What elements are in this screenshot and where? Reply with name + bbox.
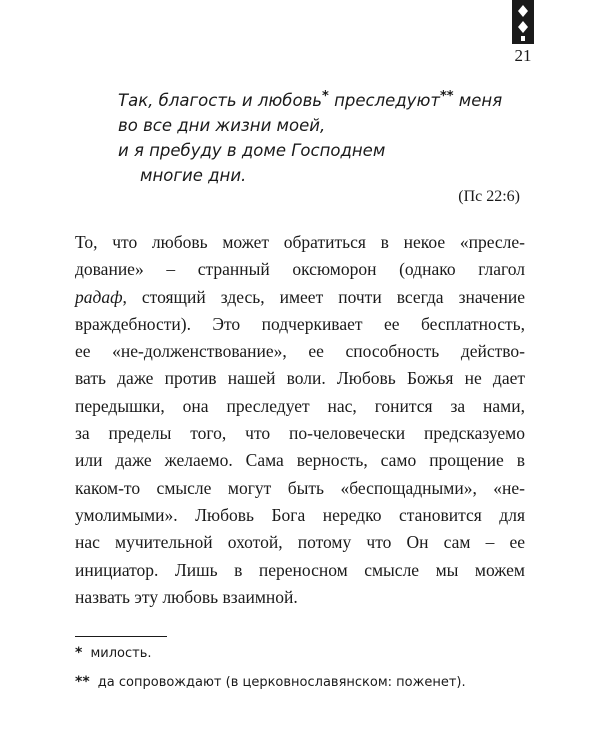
body-line: умолимыми». Любовь Бога нередко становится для — [75, 504, 525, 525]
body-line: То, что любовь может обратиться в некое «пресле- — [75, 232, 525, 252]
body-line: нас мучительной охотой, потому что Он сам – ее — [75, 532, 525, 553]
epigraph-text: преследуют — [328, 91, 440, 110]
epigraph-line-3: и я пребуду в доме Господнем — [118, 141, 386, 160]
footnote-text: милость. — [90, 646, 152, 661]
footnote-1 — [75, 643, 535, 664]
footnote-mark: * — [75, 645, 83, 661]
body-paragraph — [75, 229, 525, 611]
body-line: враждебности). Это подчеркивает ее бесплатность, — [75, 313, 525, 334]
body-line — [75, 284, 525, 311]
body-line: инициатор. Лишь в переносном смысле мы можем — [75, 559, 525, 580]
body-text: , стоящий здесь, имеет почти всегда значение — [122, 286, 525, 307]
body-line: каком-то смысле могут быть «беспощадными», «не- — [75, 477, 525, 498]
footnotes — [75, 643, 535, 701]
body-line: или даже желаемо. Сама верность, само прощение в — [75, 450, 525, 471]
epigraph-line-1 — [118, 88, 538, 113]
footnote-2 — [75, 672, 535, 693]
epigraph-text: Так, благость и любовь — [118, 91, 323, 110]
body-line: назвать эту любовь взаимной. — [75, 586, 298, 607]
footnote-divider — [75, 636, 167, 637]
italic-term: радаф — [75, 286, 123, 307]
footnote-mark: * — [322, 89, 329, 104]
epigraph-line-2: во все дни жизни моей, — [118, 116, 326, 135]
body-line: вать даже против нашей воли. Любовь Божья не дает — [75, 368, 525, 389]
epigraph — [118, 88, 538, 188]
epigraph-line-4: многие дни. — [140, 166, 247, 185]
footnote-text: да сопровождают (в церковнославянском: поженет). — [97, 675, 466, 690]
scripture-reference: (Пс 22:6) — [458, 188, 520, 205]
page-number: 21 — [514, 46, 532, 65]
body-line: передышки, она преследует нас, гонится за нами, — [75, 395, 525, 416]
footnote-mark: ** — [439, 89, 454, 104]
body-line: ее «не-долженствование», ее способность действо- — [75, 341, 525, 362]
body-line: за пределы того, что по-человечески предсказуемо — [75, 423, 525, 444]
body-line: дование» – странный оксюморон (однако глагол — [75, 259, 525, 280]
corner-ornament-icon — [512, 0, 534, 44]
footnote-mark: ** — [75, 674, 90, 690]
epigraph-text: меня — [453, 91, 503, 110]
